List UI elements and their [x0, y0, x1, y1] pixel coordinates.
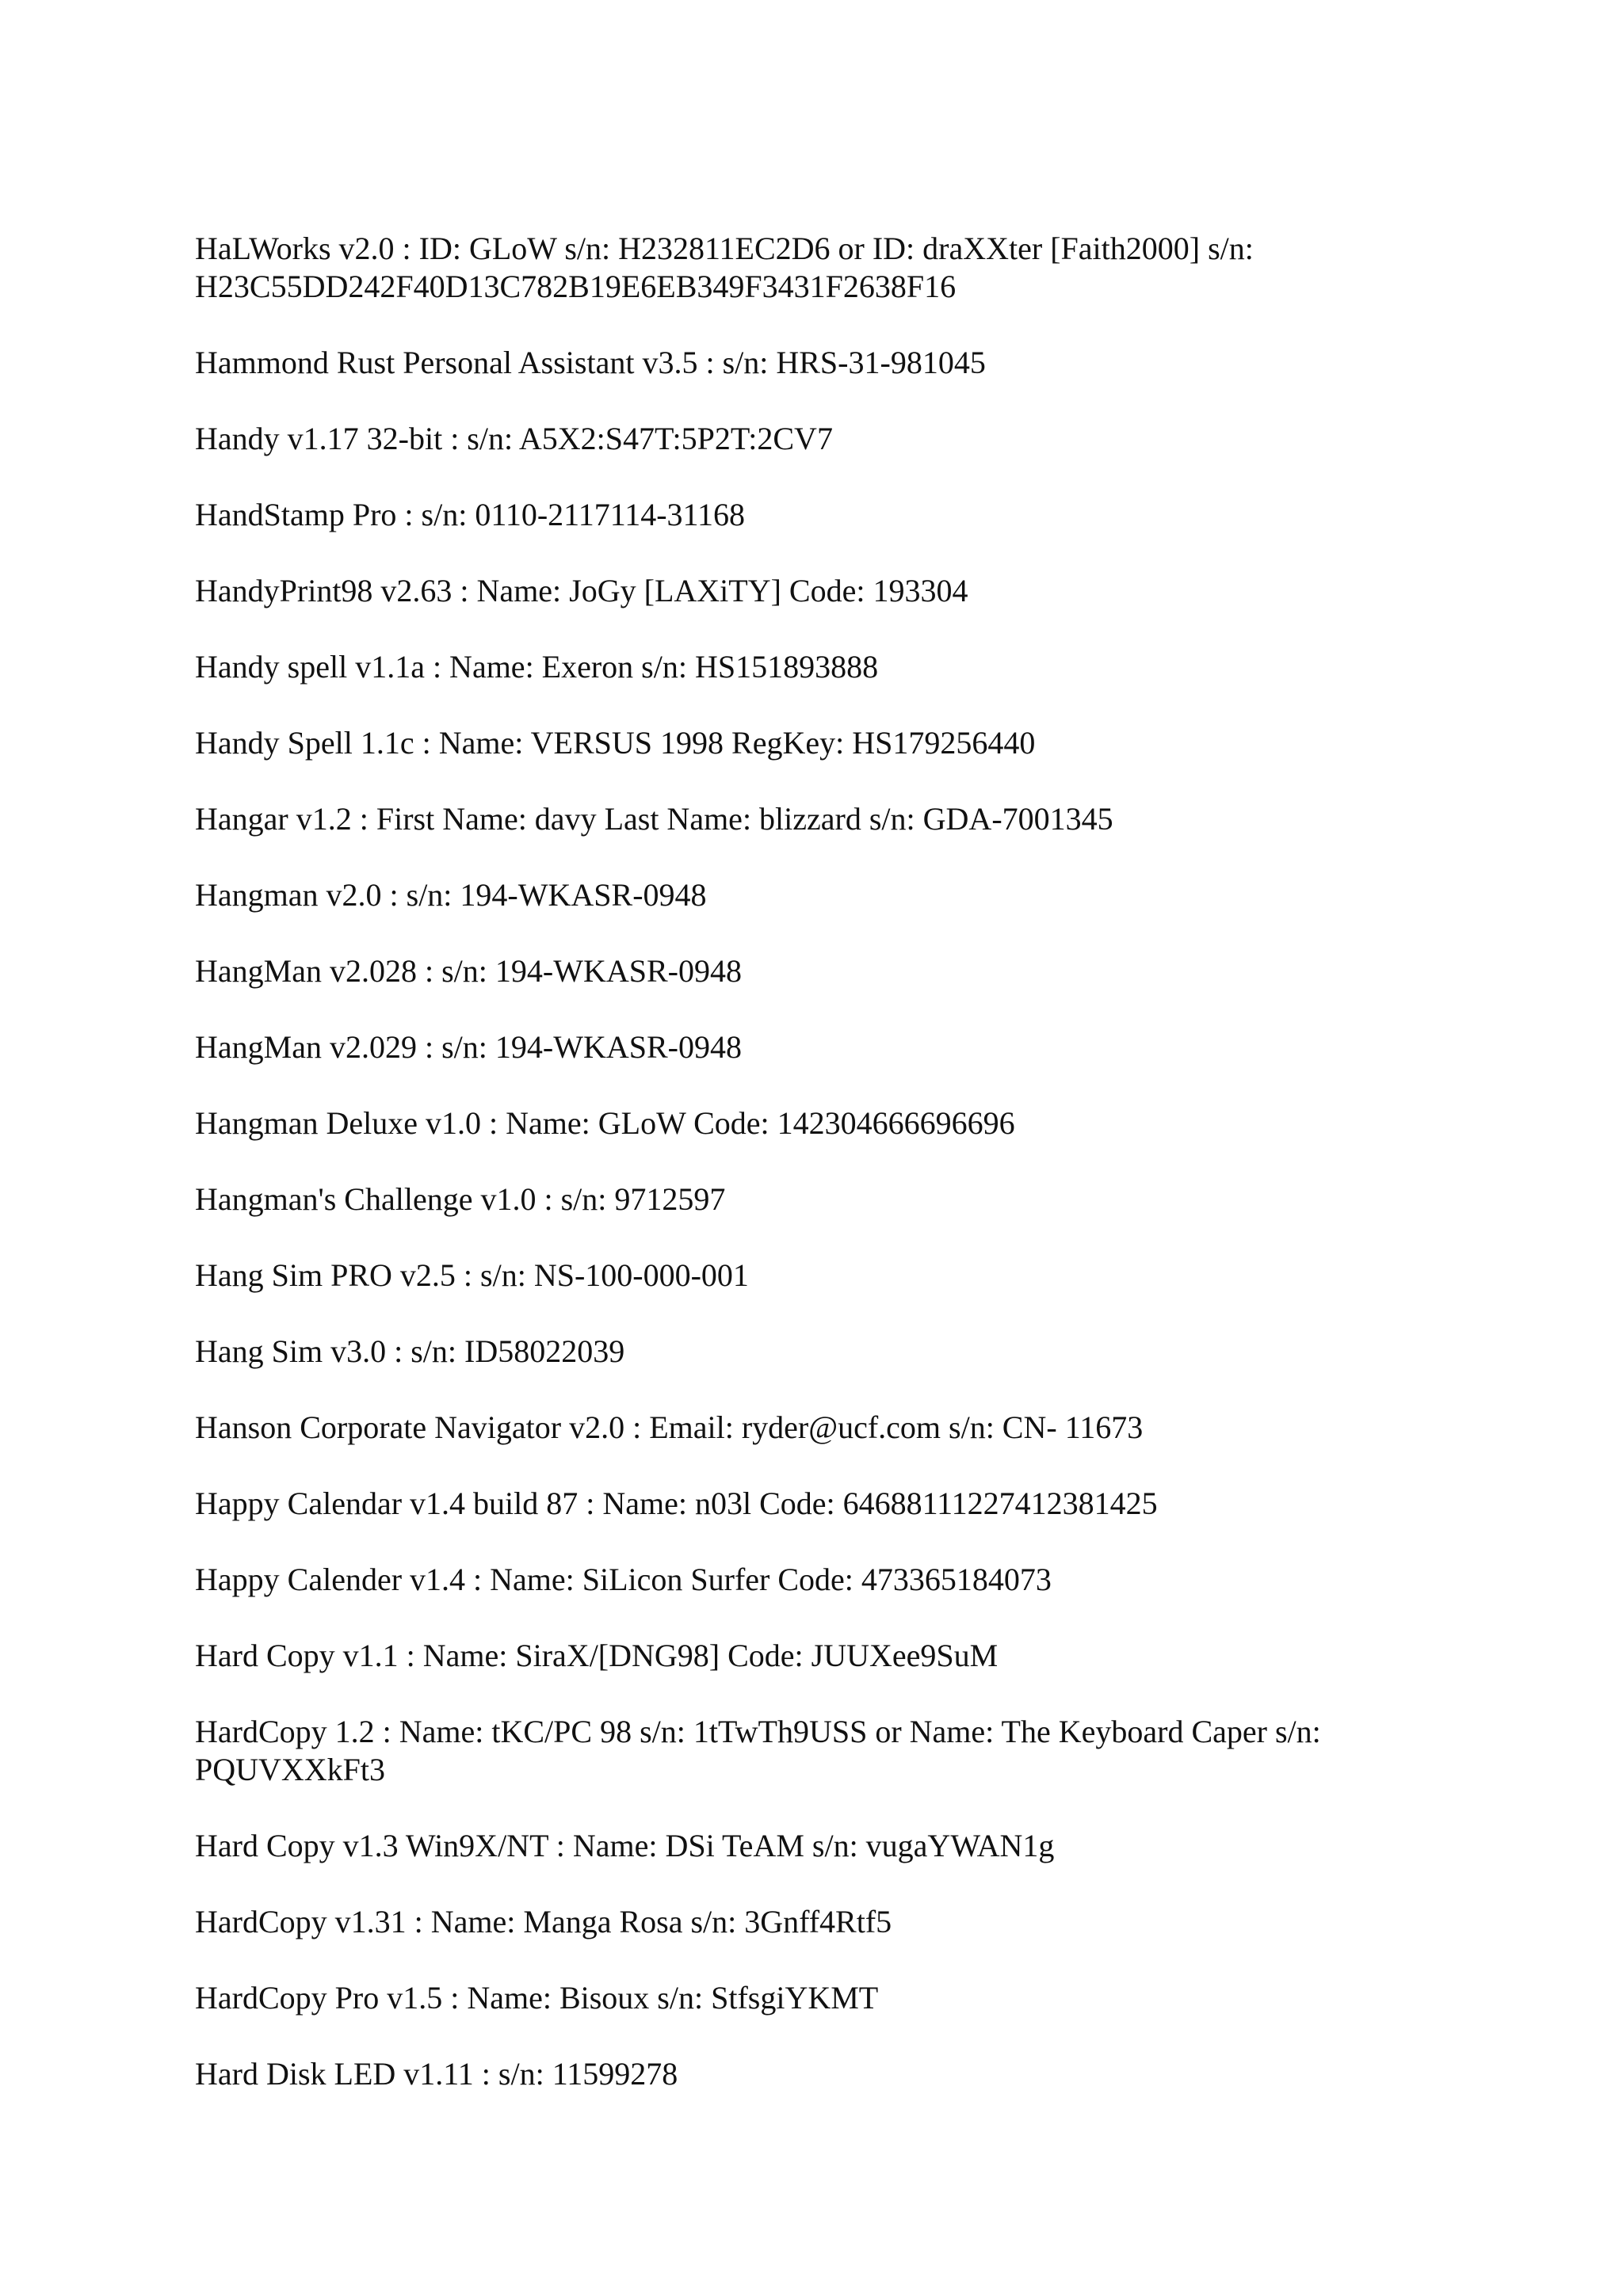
list-entry: Hangman's Challenge v1.0 : s/n: 9712597 [195, 1181, 726, 1217]
list-entry: Hang Sim v3.0 : s/n: ID58022039 [195, 1333, 625, 1369]
list-entry: Hammond Rust Personal Assistant v3.5 : s/n: HRS-31-981045 [195, 345, 986, 380]
list-entry: Handy v1.17 32-bit : s/n: A5X2:S47T:5P2T:2CV7 [195, 421, 833, 456]
list-entry: Hang Sim PRO v2.5 : s/n: NS-100-000-001 [195, 1257, 749, 1293]
serial-list [195, 230, 1431, 2131]
list-entry: Handy Spell 1.1c : Name: VERSUS 1998 RegKey: HS179256440 [195, 725, 1036, 761]
list-entry: Hard Disk LED v1.11 : s/n: 11599278 [195, 2056, 678, 2092]
list-entry: Hangar v1.2 : First Name: davy Last Name: blizzard s/n: GDA-7001345 [195, 801, 1113, 837]
list-entry: HardCopy 1.2 : Name: tKC/PC 98 s/n: 1tTwTh9USS or Name: The Keyboard Caper s/n: PQUVXXkFt3 [195, 1714, 1321, 1787]
list-entry: HardCopy Pro v1.5 : Name: Bisoux s/n: StfsgiYKMT [195, 1980, 879, 2016]
list-entry: Happy Calendar v1.4 build 87 : Name: n03l Code: 64688111227412381425 [195, 1486, 1158, 1521]
list-entry: Handy spell v1.1a : Name: Exeron s/n: HS151893888 [195, 649, 879, 685]
list-entry: Happy Calender v1.4 : Name: SiLicon Surfer Code: 473365184073 [195, 1562, 1052, 1597]
list-entry: Hard Copy v1.1 : Name: SiraX/[DNG98] Code: JUUXee9SuM [195, 1638, 999, 1673]
list-entry: HangMan v2.029 : s/n: 194-WKASR-0948 [195, 1029, 742, 1065]
list-entry: Hangman v2.0 : s/n: 194-WKASR-0948 [195, 877, 707, 913]
list-entry: HardCopy v1.31 : Name: Manga Rosa s/n: 3Gnff4Rtf5 [195, 1904, 892, 1939]
list-entry: HandStamp Pro : s/n: 0110-2117114-31168 [195, 497, 746, 532]
list-entry: Hard Copy v1.3 Win9X/NT : Name: DSi TeAM s/n: vugaYWAN1g [195, 1828, 1055, 1863]
list-entry: Hanson Corporate Navigator v2.0 : Email: ryder@ucf.com s/n: CN- 11673 [195, 1409, 1144, 1445]
list-entry: Hangman Deluxe v1.0 : Name: GLoW Code: 142304666696696 [195, 1105, 1015, 1141]
list-entry: HaLWorks v2.0 : ID: GLoW s/n: H232811EC2D6 or ID: draXXter [Faith2000] s/n: H23C55DD242F40D13C782B19E6EB349F3431F2638F16 [195, 231, 1254, 304]
list-entry: HangMan v2.028 : s/n: 194-WKASR-0948 [195, 953, 742, 989]
list-entry: HandyPrint98 v2.63 : Name: JoGy [LAXiTY] Code: 193304 [195, 573, 968, 608]
